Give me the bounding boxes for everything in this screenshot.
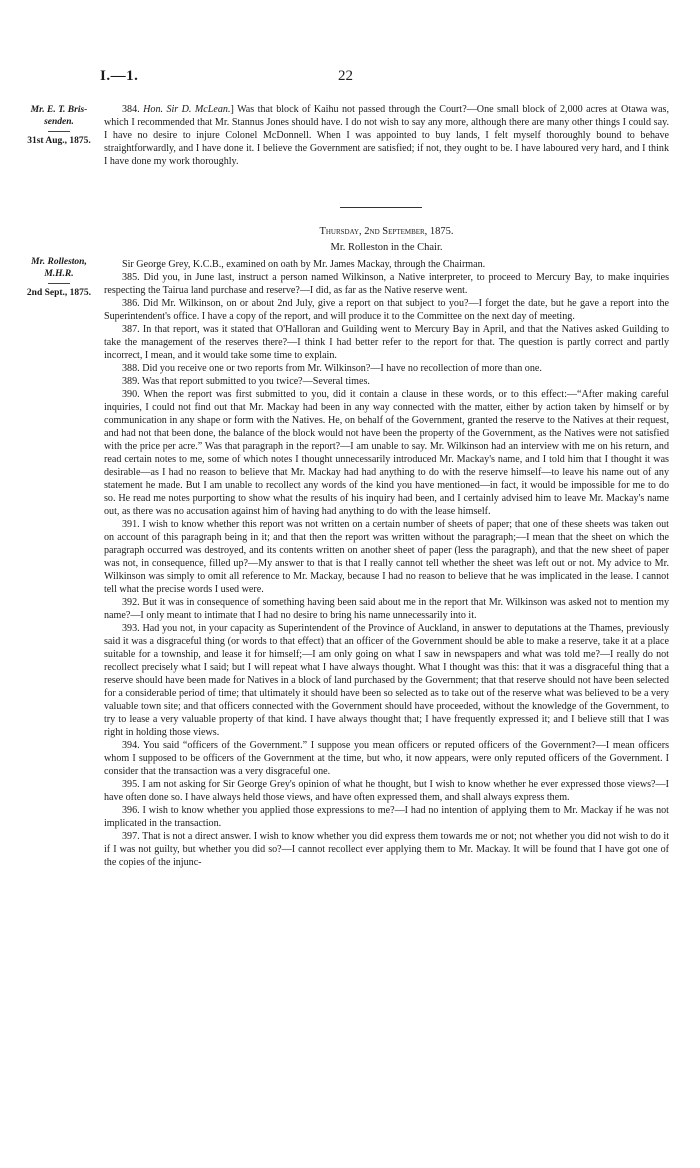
question-391: 391. I wish to know whether this report was not written on a certain number of sheets of paper; that one of these sheets was taken out on account of this paragraph being in it; and that then the report was written without the paragraph;—I mean that the sheet on which the paragraph occurred was destroyed, and its contents written on another sheet of paper (less the paragraph), and that the new sheet of paper was not, in consequence, filled up?—My answer to that is that I really cannot tell whether the sheet was left out or not. My advice to Mr. Wilkinson was simply to omit all reference to Mr. Mackay, because I had no reason to believe that he was implicated in the lease. I cannot tell what the precise words I used were. — [104, 519, 669, 595]
page-number: 22 — [338, 68, 353, 84]
margin-witness-name: Mr. E. T. Bris-senden. — [30, 105, 88, 127]
question-397: 397. That is not a direct answer. I wish to know whether you did express them towards me or not; not whether you did not wish to do it if I was not guilty, but whether you did so?—I cannot recollect ever applying them to Mr. Mackay. It will be found that I have got one of the copies of the injunc- — [104, 831, 669, 868]
question-396: 396. I wish to know whether you applied those expressions to me?—I had no intention of applying them to Mr. Mackay if he was not implicated in the transaction. — [104, 805, 669, 829]
examined-line: Sir George Grey, K.C.B., examined on oath by Mr. James Mackay, through the Chairman. — [122, 259, 486, 270]
questioner-name: Hon. Sir D. McLean. — [143, 104, 231, 115]
question-395: 395. I am not asking for Sir George Grey's opinion of what he thought, but I wish to know whether he ever expressed those views?—I have often done so. I have always held those views, and have often expressed them, and shall always express them. — [104, 779, 669, 803]
question-394: 394. You said “officers of the Government.” I suppose you mean officers or reputed officers of the Government?—I mean officers whom I supposed to be officers of the Government at the time, but who, it now appears, were only reputed officers of the Government. I consider that the transaction was a very disgraceful one. — [104, 740, 669, 777]
date-heading: Thursday, 2nd September, 1875. — [319, 226, 454, 237]
question-text: ] Was that block of Kaihu not passed through the Court?—One small block of 2,000 acres at Otawa was, which I recommended that Mr. Stannus Jones should have. I do not wish to say any more, although there are many other things I could say. I have no desire to injure Colonel McDonnell. When I was appointed to buy lands, I felt myself thoroughly bound to behave straightforwardly, and I have done it. I believe the Government are satisfied; if not, they ought to be. I have laboured very hard, and I think I have done my work thoroughly. — [104, 104, 669, 167]
question-388: 388. Did you receive one or two reports from Mr. Wilkinson?—I have no recollection of more than one. — [122, 363, 542, 374]
question-390: 390. When the report was first submitted to you, did it contain a clause in these words, or to this effect:—“After making careful inquiries, I could not find out that Mr. Mackay had been in any way connected with the matter, either by action taken by himself or by communication in any shape or form with the Natives. He, on behalf of the Government, granted the reserve to the Natives at their request, and had not that been done, the balance of the block would not have been the property of the Government, as the Natives were not satisfied with the price per acre.” Was that paragraph in the report?—I am unable to say. Mr. Wilkinson had an interview with me on his return, and read certain notes to me, some of which notes I thought unnecessarily introduced Mr. Mackay's name, and I told him that I thought it was desirable—as I had no reason to believe that Mr. Mackay had had anything to do with the reserve himself—to leave his name out of any statement he made. But I am unable to recollect any words of the kind you have mentioned—in fact, it would be impossible for me to do so. He read me notes purporting to show what the results of his inquiry had been, and I certainly advised him to leave Mr. Mackay's name out, as there was no accusation against him of having had anything to do with the lease himself. — [104, 389, 669, 517]
margin-rule — [48, 131, 70, 132]
question-384 — [104, 103, 669, 168]
document-reference: I.—1. — [100, 68, 139, 84]
section-divider — [340, 207, 422, 208]
question-number: 384. — [122, 104, 140, 115]
question-387: 387. In that report, was it stated that O'Halloran and Guilding went to Mercury Bay in April, and that the Natives asked Guilding to take the management of the reserves there?—I think I had better refer to the report for that. The question is partly correct and partly incorrect, I mean, and it would take some time to explain. — [104, 324, 669, 361]
question-389: 389. Was that report submitted to you twice?—Several times. — [122, 376, 370, 387]
section-brissenden-evidence — [104, 103, 669, 168]
margin-note-rolleston — [18, 256, 100, 299]
margin-witness-name: Mr. Rolleston, M.H.R. — [31, 257, 87, 279]
chair-line: Mr. Rolleston in the Chair. — [330, 242, 443, 253]
margin-rule — [48, 283, 70, 284]
margin-date: 31st Aug., 1875. — [27, 136, 91, 146]
margin-note-brissenden — [18, 104, 100, 147]
question-386: 386. Did Mr. Wilkinson, on or about 2nd July, give a report on that subject to you?—I forget the date, but he gave a report into the Superintendent's office. I have a copy of the report, and will produce it to the Committee on the next day of meeting. — [104, 298, 669, 322]
margin-date: 2nd Sept., 1875. — [26, 288, 92, 298]
section-grey-evidence — [104, 258, 669, 869]
question-392: 392. But it was in consequence of something having been said about me in the report that Mr. Wilkinson was asked not to mention my name?—I only meant to intimate that I had no desire to bring his name unnecessarily into it. — [104, 597, 669, 621]
question-385: 385. Did you, in June last, instruct a person named Wilkinson, a Native interpreter, to proceed to Mercury Bay, to make inquiries respecting the Tairua land purchase and reserve?—I did, as far as the Native reserve went. — [104, 272, 669, 296]
question-393: 393. Had you not, in your capacity as Superintendent of the Province of Auckland, in answer to deputations at the Thames, previously said it was a disgraceful thing (or words to that effect) that an officer of the Government should be able to make a reserve, take it at a place suitable for a township, and lease it for himself;—I am only going on what I saw in newspapers and what was told me?—I really do not recollect precisely what I said; but I will repeat what I have always thought. What I thought was this: that it was a disgraceful thing that a reserve should have been made for Natives in a block of land purchased by the Government; that that reserve should not have been selected for a considerable period of time; that ultimately it should have been so selected as to take out of the reserve what was believed to be a very valuable town site; and that officers connected with the Government should have proceeded, without the knowledge of the Government, to try to lease a very valuable property of that kind. I have always thought that; I have frequently expressed it; and I believe still that I was right in holding those views. — [104, 623, 669, 738]
